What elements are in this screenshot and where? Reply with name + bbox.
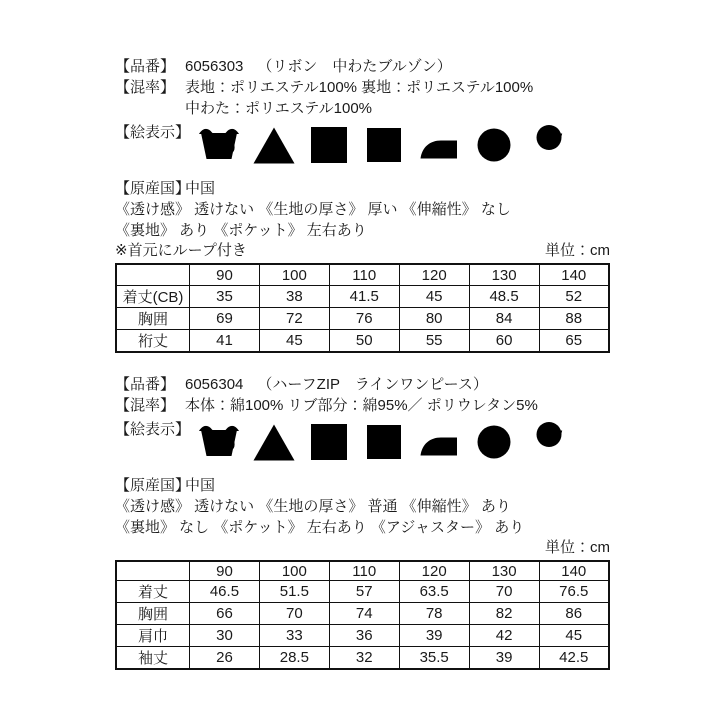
size-table-2 — [115, 560, 610, 670]
size-cell: 32 — [329, 647, 399, 670]
size-cell: 69 — [190, 308, 260, 330]
col-header: 120 — [399, 264, 469, 286]
size-cell: 46.5 — [190, 581, 260, 603]
size-cell: 35 — [190, 286, 260, 308]
col-header: 110 — [329, 264, 399, 286]
size-cell: 45 — [259, 330, 329, 353]
do-not-tumble-dry-icon — [305, 418, 353, 466]
table-row — [116, 308, 609, 330]
note-text: ※首元にループ付き — [115, 242, 247, 259]
size-cell: 82 — [469, 603, 539, 625]
origin-value: 中国 — [185, 180, 216, 197]
size-cell: 70 — [259, 603, 329, 625]
size-cell: 63.5 — [399, 581, 469, 603]
table-row — [116, 286, 609, 308]
item-name-value: （ハーフZIP ラインワンピース） — [257, 376, 488, 393]
mix-label: 【混率】 — [115, 79, 176, 96]
col-header: 100 — [259, 561, 329, 581]
origin-line — [115, 475, 610, 496]
unit-label: 単位：cm — [545, 242, 610, 259]
do-not-dry-clean-icon — [470, 121, 518, 169]
size-cell: 48.5 — [469, 286, 539, 308]
col-header: 100 — [259, 264, 329, 286]
features-line-2: 《裏地》 あり 《ポケット》 左右あり — [115, 222, 367, 239]
row-label: 胸囲 — [116, 603, 190, 625]
wet-clean-very-gentle-icon — [525, 418, 573, 466]
size-cell: 35.5 — [399, 647, 469, 670]
col-header: 90 — [190, 561, 260, 581]
mix-value-1: 表地：ポリエステル100% 裏地：ポリエステル100% — [185, 79, 534, 96]
col-header: 130 — [469, 264, 539, 286]
size-cell: 55 — [399, 330, 469, 353]
do-not-iron-icon — [415, 418, 463, 466]
item-number-line — [115, 56, 610, 77]
table-row — [116, 581, 609, 603]
features-line-2: 《裏地》 なし 《ポケット》 左右あり 《アジャスター》 あり — [115, 519, 525, 536]
row-label: 着丈(CB) — [116, 286, 190, 308]
do-not-bleach-icon — [250, 418, 298, 466]
size-cell: 30 — [190, 625, 260, 647]
col-header: 130 — [469, 561, 539, 581]
table-row — [116, 603, 609, 625]
item-number-value: 6056304 — [185, 376, 244, 393]
origin-value: 中国 — [185, 477, 216, 494]
size-cell: 78 — [399, 603, 469, 625]
product-section-1 — [115, 56, 610, 353]
mix-line — [115, 77, 610, 98]
care-symbols-row — [115, 121, 610, 169]
unit-line — [115, 538, 610, 558]
size-cell: 33 — [259, 625, 329, 647]
item-number-label: 【品番】 — [115, 376, 176, 393]
table-row — [116, 330, 609, 353]
care-symbols — [195, 121, 573, 169]
size-cell: 26 — [190, 647, 260, 670]
size-cell: 57 — [329, 581, 399, 603]
origin-label: 【原産国】 — [115, 180, 191, 197]
size-cell: 45 — [539, 625, 609, 647]
size-cell: 70 — [469, 581, 539, 603]
size-table-1 — [115, 263, 610, 353]
size-cell: 28.5 — [259, 647, 329, 670]
line-dry-in-shade-icon — [360, 121, 408, 169]
size-cell: 41 — [190, 330, 260, 353]
care-label: 【絵表示】 — [115, 421, 191, 438]
mix-label: 【混率】 — [115, 397, 176, 414]
size-cell: 51.5 — [259, 581, 329, 603]
size-cell: 41.5 — [329, 286, 399, 308]
table-header-row — [116, 264, 609, 286]
table-row — [116, 647, 609, 670]
size-cell: 84 — [469, 308, 539, 330]
mix-value-2: 中わた：ポリエステル100% — [185, 100, 373, 117]
do-not-tumble-dry-icon — [305, 121, 353, 169]
features-line-1: 《透け感》 透けない 《生地の厚さ》 厚い 《伸縮性》 なし — [115, 201, 511, 218]
item-number-value: 6056303 — [185, 58, 244, 75]
size-cell: 39 — [399, 625, 469, 647]
table-row — [116, 625, 609, 647]
col-header: 140 — [539, 561, 609, 581]
care-symbols-row — [115, 418, 610, 466]
size-cell: 60 — [469, 330, 539, 353]
row-label: 着丈 — [116, 581, 190, 603]
row-label: 裄丈 — [116, 330, 190, 353]
size-cell: 42.5 — [539, 647, 609, 670]
wash-30-gentle-icon — [195, 121, 243, 169]
line-dry-in-shade-icon — [360, 418, 408, 466]
size-cell: 38 — [259, 286, 329, 308]
col-header: 90 — [190, 264, 260, 286]
size-cell: 65 — [539, 330, 609, 353]
wash-30-gentle-icon — [195, 418, 243, 466]
size-cell: 80 — [399, 308, 469, 330]
item-number-label: 【品番】 — [115, 58, 176, 75]
size-cell: 72 — [259, 308, 329, 330]
col-header: 110 — [329, 561, 399, 581]
unit-label: 単位：cm — [545, 539, 610, 556]
item-name-value: （リボン 中わたブルゾン） — [257, 58, 452, 75]
size-cell: 42 — [469, 625, 539, 647]
size-cell: 39 — [469, 647, 539, 670]
size-cell: 86 — [539, 603, 609, 625]
row-label: 袖丈 — [116, 647, 190, 670]
col-header — [116, 561, 190, 581]
size-cell: 88 — [539, 308, 609, 330]
wet-clean-very-gentle-icon — [525, 121, 573, 169]
features-line-1: 《透け感》 透けない 《生地の厚さ》 普通 《伸縮性》 あり — [115, 498, 511, 515]
mix-line — [115, 395, 610, 416]
do-not-bleach-icon — [250, 121, 298, 169]
row-label: 肩巾 — [116, 625, 190, 647]
mix-value-1: 本体：綿100% リブ部分：綿95%／ ポリウレタン5% — [185, 397, 538, 414]
product-section-2 — [115, 374, 610, 670]
size-cell: 74 — [329, 603, 399, 625]
table-header-row — [116, 561, 609, 581]
item-number-line — [115, 374, 610, 395]
origin-line — [115, 178, 610, 199]
size-cell: 66 — [190, 603, 260, 625]
size-cell: 76.5 — [539, 581, 609, 603]
do-not-dry-clean-icon — [470, 418, 518, 466]
care-symbols — [195, 418, 573, 466]
do-not-iron-icon — [415, 121, 463, 169]
col-header: 120 — [399, 561, 469, 581]
origin-label: 【原産国】 — [115, 477, 191, 494]
size-cell: 45 — [399, 286, 469, 308]
note-unit-line — [115, 241, 610, 261]
size-cell: 36 — [329, 625, 399, 647]
row-label: 胸囲 — [116, 308, 190, 330]
size-cell: 52 — [539, 286, 609, 308]
size-cell: 50 — [329, 330, 399, 353]
size-cell: 76 — [329, 308, 399, 330]
care-label: 【絵表示】 — [115, 124, 191, 141]
col-header — [116, 264, 190, 286]
col-header: 140 — [539, 264, 609, 286]
